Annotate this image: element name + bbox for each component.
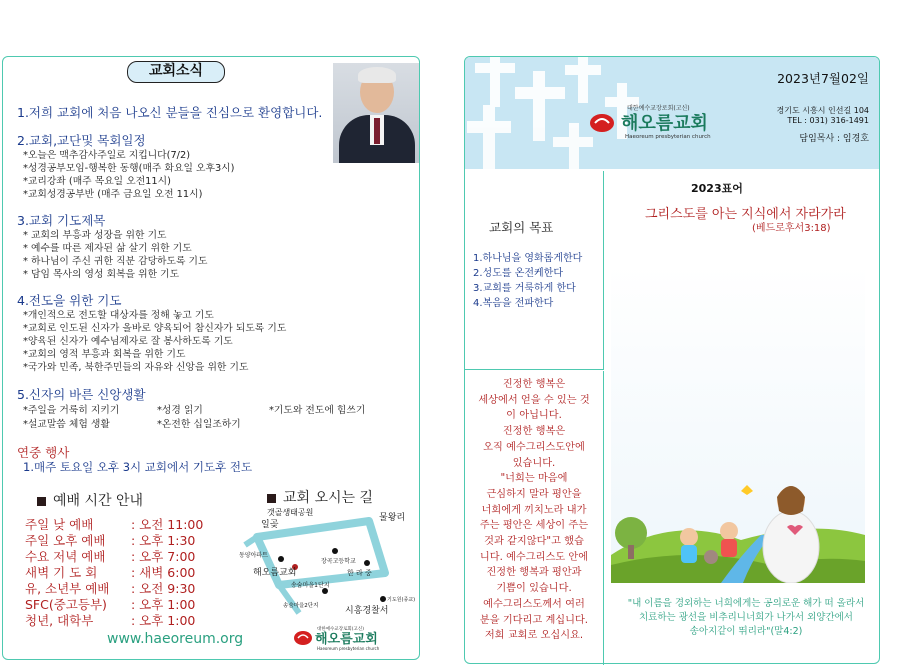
church-news-panel <box>2 56 420 660</box>
service-row: SFC(중고등부) : 오후 1:00 <box>25 597 196 612</box>
welcome-text: 1.저희 교회에 처음 나오신 분들을 진심으로 환영합니다. <box>17 105 323 120</box>
motto-verse: 그리스도를 아는 지식에서 자라가라 <box>645 207 846 222</box>
bullet-square-icon <box>37 497 46 506</box>
directions-map <box>239 505 419 615</box>
goals-box <box>465 171 604 370</box>
map-label-dongyang: 동양아파트 <box>239 552 268 559</box>
svg-text:대한예수교장로회(고신): 대한예수교장로회(고신) <box>627 105 690 112</box>
bullet-square-icon <box>267 494 276 503</box>
prayer-item: * 예수를 따른 제자된 삶 살기 위한 기도 <box>23 243 192 254</box>
year-motto: 2023표어 <box>691 182 743 195</box>
service-row: 수요 저녁 예배 : 오후 7:00 <box>25 549 196 564</box>
bulletin-cover-panel <box>464 56 880 664</box>
life-item: *온전한 십일조하기 <box>157 419 241 430</box>
map-label-ilgot: 일곶 <box>261 520 279 530</box>
service-row: 새벽 기 도 회 : 새벽 6:00 <box>25 565 196 580</box>
svg-text:해오름교회: 해오름교회 <box>621 113 708 134</box>
services-title: 예배 시간 안내 <box>37 490 143 510</box>
evangelism-item: *개인적으로 전도할 대상자를 정해 놓고 기도 <box>23 310 214 321</box>
map-label-songnam2: 송숨마을2단지 <box>283 603 319 609</box>
happiness-text: 진정한 행복은 세상에서 얻을 수 있는 것 이 아닙니다. 진정한 행복은 오직 예수그리스도안에 있습니다. "너희는 마음에 근심하지 말라 평안을 너희에게 끼치노라 내가 주는 평안은 세상이 주는 것과 같지않다"고 했습 니다. 예수그리스도 안에 진정한 행복과 평안과 기쁨이 있습니다. 예수그리스도께서 여러 분을 기다리고 계십니다. 저희 교회로 오십시요. <box>478 379 590 642</box>
map-label-station: 시흥경찰서 <box>345 606 389 615</box>
service-row: 청년, 대학부 : 오후 1:00 <box>25 613 196 628</box>
goal-item: 1.하나님을 영화롭게한다 <box>473 253 583 264</box>
map-label-jangok: 장곡고등학교 <box>321 558 356 565</box>
life-item: *주일을 거룩히 지키기 <box>23 405 120 416</box>
evangelism-title: 4.전도을 위한 기도 <box>17 293 122 308</box>
svg-text:Haeoreum presbyterian church: Haeoreum presbyterian church <box>317 646 380 651</box>
news-title: 교회소식 <box>127 61 225 83</box>
church-logo <box>589 101 739 145</box>
pastor-name: 담임목사 : 임경호 <box>799 134 869 144</box>
service-row: 주일 오후 예배 : 오후 1:30 <box>25 533 196 548</box>
evangelism-item: *교회의 영적 부흥과 회복을 위한 기도 <box>23 349 186 360</box>
website-link[interactable]: www.haeoreum.org <box>107 631 244 647</box>
map-label-mulwangri: 물왕리 <box>379 513 406 523</box>
pastor-photo <box>333 63 419 163</box>
goal-item: 2.성도를 온전케한다 <box>473 268 563 279</box>
yearly-item: 1.매주 토요일 오후 3시 교회에서 기도후 전도 <box>23 460 253 474</box>
evangelism-item: *양육된 신자가 예수님제자로 잘 봉사하도록 기도 <box>23 336 233 347</box>
service-row: 유, 소년부 예배 : 오전 9:30 <box>25 581 196 596</box>
bulletin-date: 2023년7월02일 <box>777 71 869 86</box>
cover-banner <box>465 57 879 169</box>
svg-text:대한예수교장로회(고신): 대한예수교장로회(고신) <box>317 627 364 632</box>
map-label-hwasung: 한 라 중 <box>347 569 372 577</box>
church-address: 경기도 시흥시 인선길 104 <box>776 106 869 115</box>
life-item: *성경 읽기 <box>157 405 203 416</box>
life-item: *기도와 전도에 힘쓰기 <box>269 405 366 416</box>
evangelism-item: *교회로 인도된 신자가 올바로 양육되어 참신자가 되도록 기도 <box>23 323 287 334</box>
map-label-other: 기도원(종교) <box>387 597 416 603</box>
bottom-verse: "내 이름을 경외하는 너희에게는 공의로운 해가 떠 올라서 치료하는 광선을 비추리니너희가 나가서 외양간에서 송아지같이 뛰리라"(말4:2) <box>627 598 865 637</box>
yearly-title: 연중 행사 <box>17 445 70 460</box>
svg-text:Haeoreum presbyterian church: Haeoreum presbyterian church <box>625 134 711 140</box>
goal-item: 3.교회를 거룩하게 한다 <box>473 283 576 294</box>
church-logo-small <box>293 623 413 655</box>
evangelism-item: *국가와 민족, 북한주민들의 자유와 신앙을 위한 기도 <box>23 362 249 373</box>
map-label-songnam1: 송숨마을1단지 <box>291 582 330 589</box>
prayer-item: * 하나님이 주신 귀한 직분 감당하도록 기도 <box>23 256 208 267</box>
schedule-title: 2.교회,교단및 목회일정 <box>17 133 146 148</box>
motto-verse-ref: (베드로후서3:18) <box>752 223 831 234</box>
schedule-item: *교리강좌 (매주 목요일 오전11시) <box>23 176 171 187</box>
goal-item: 4.복음을 전파한다 <box>473 298 554 309</box>
life-item: *설교말씀 체험 생활 <box>23 419 110 430</box>
map-label-church: 해오름교회 <box>253 568 297 578</box>
directions-title: 교회 오시는 길 <box>267 487 373 507</box>
goals-title: 교회의 목표 <box>489 220 554 235</box>
service-row: 주일 낮 예배 : 오전 11:00 <box>25 517 204 532</box>
prayer-item: * 교회의 부흥과 성장을 위한 기도 <box>23 230 167 241</box>
prayer-item: * 담임 목사의 영성 회복을 위한 기도 <box>23 269 180 280</box>
prayer-title: 3.교회 기도제목 <box>17 213 106 228</box>
schedule-item: *오늘은 맥추감사주일로 지킵니다(7/2) <box>23 150 191 161</box>
logo-mark-icon <box>590 114 614 132</box>
life-title: 5.신자의 바른 신앙생활 <box>17 387 146 402</box>
happiness-box <box>465 371 604 665</box>
svg-text:해오름교회: 해오름교회 <box>315 632 378 647</box>
church-tel: TEL : 031) 316-1491 <box>787 116 869 125</box>
logo-mark-icon <box>294 631 312 645</box>
map-label-park: 갯골생태공원 <box>267 508 314 517</box>
jesus-children-illustration <box>611 265 865 583</box>
schedule-item: *교회성경공부반 (매주 금요일 오전 11시) <box>23 189 203 200</box>
schedule-item: *성경공부모임-행복한 동행(매주 화요일 오후3시) <box>23 163 235 174</box>
